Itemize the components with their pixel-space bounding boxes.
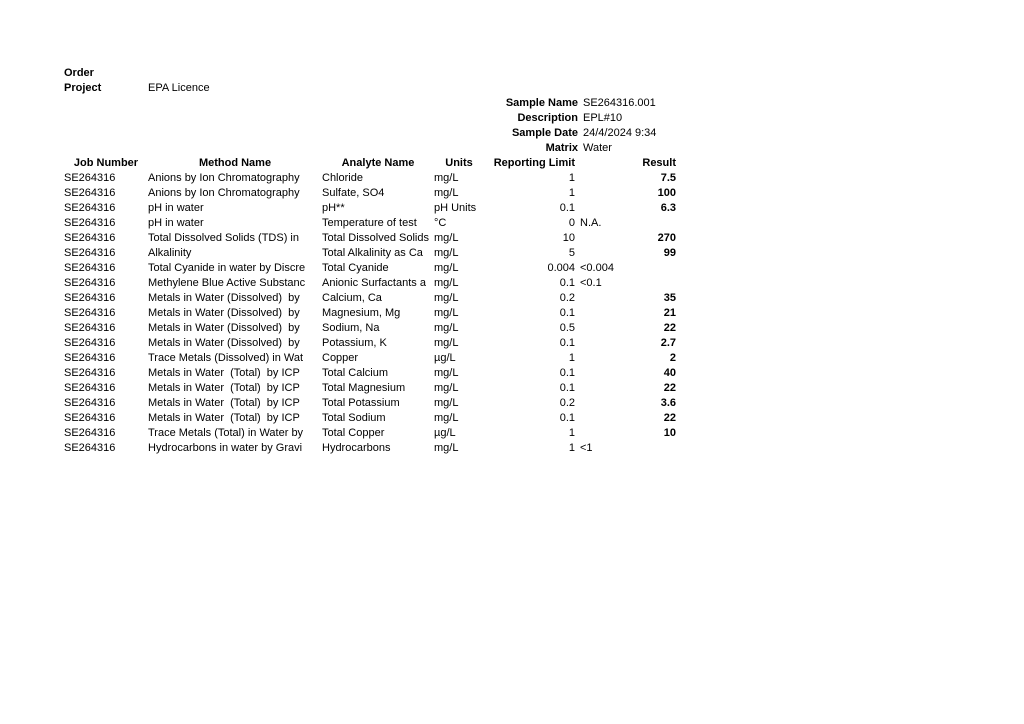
cell-units: mg/L <box>434 382 459 394</box>
table-row <box>64 186 676 201</box>
table-row <box>64 351 676 366</box>
cell-job: SE264316 <box>64 352 116 364</box>
table-row <box>64 201 676 216</box>
table-row <box>64 216 676 231</box>
order-row <box>64 66 210 81</box>
cell-job: SE264316 <box>64 262 116 274</box>
cell-result: 100 <box>657 187 676 199</box>
cell-limit: 1 <box>568 352 575 364</box>
cell-job: SE264316 <box>64 172 116 184</box>
cell-result: 7.5 <box>660 172 676 184</box>
cell-result: 2.7 <box>660 337 676 349</box>
cell-job: SE264316 <box>64 322 116 334</box>
cell-units: mg/L <box>434 172 459 184</box>
cell-analyte: Total Alkalinity as Ca <box>322 247 423 259</box>
order-project-block <box>64 66 210 96</box>
cell-limit: 0.1 <box>559 202 575 214</box>
header-analyte-name: Analyte Name <box>341 157 415 169</box>
cell-job: SE264316 <box>64 217 116 229</box>
cell-result: 21 <box>663 307 676 319</box>
cell-analyte: Total Dissolved Solids <box>322 232 429 244</box>
cell-result: N.A. <box>580 217 602 229</box>
table-row <box>64 291 676 306</box>
table-row <box>64 366 676 381</box>
cell-analyte: Calcium, Ca <box>322 292 382 304</box>
cell-units: pH Units <box>434 202 477 214</box>
sample-name-row <box>364 96 656 111</box>
cell-analyte: pH** <box>322 202 345 214</box>
table-row <box>64 441 676 456</box>
table-row <box>64 261 676 276</box>
cell-units: µg/L <box>434 352 456 364</box>
cell-analyte: Magnesium, Mg <box>322 307 401 319</box>
cell-limit: 0.1 <box>559 277 575 289</box>
cell-result: <0.1 <box>580 277 602 289</box>
matrix-row <box>364 141 656 156</box>
project-label: Project <box>64 82 102 94</box>
cell-method: Metals in Water (Dissolved) by <box>148 307 300 319</box>
table-row <box>64 411 676 426</box>
sample-name-label: Sample Name <box>505 97 578 109</box>
table-row <box>64 276 676 291</box>
cell-limit: 5 <box>568 247 575 259</box>
cell-job: SE264316 <box>64 307 116 319</box>
cell-result: 35 <box>663 292 676 304</box>
cell-units: mg/L <box>434 187 459 199</box>
cell-job: SE264316 <box>64 337 116 349</box>
cell-result: 22 <box>663 382 676 394</box>
cell-analyte: Temperature of test <box>322 217 417 229</box>
cell-limit: 1 <box>568 172 575 184</box>
cell-units: mg/L <box>434 367 459 379</box>
matrix-value: Water <box>583 142 612 154</box>
header-method-name: Method Name <box>198 157 272 169</box>
cell-limit: 1 <box>568 427 575 439</box>
cell-job: SE264316 <box>64 397 116 409</box>
table-row <box>64 336 676 351</box>
cell-method: Total Dissolved Solids (TDS) in <box>148 232 299 244</box>
cell-method: Metals in Water (Total) by ICP <box>148 412 300 424</box>
cell-result: 2 <box>669 352 676 364</box>
cell-result: 270 <box>657 232 676 244</box>
cell-limit: 10 <box>562 232 575 244</box>
cell-limit: 0.1 <box>559 337 575 349</box>
cell-method: Metals in Water (Total) by ICP <box>148 367 300 379</box>
header-units: Units <box>445 157 473 169</box>
cell-job: SE264316 <box>64 382 116 394</box>
header-reporting-limit: Reporting Limit <box>493 157 575 169</box>
order-label: Order <box>64 67 94 79</box>
sample-date-value: 24/4/2024 9:34 <box>583 127 657 139</box>
cell-units: mg/L <box>434 262 459 274</box>
cell-method: Metals in Water (Dissolved) by <box>148 322 300 334</box>
cell-result: 22 <box>663 412 676 424</box>
cell-limit: 0 <box>568 217 575 229</box>
cell-method: pH in water <box>148 217 204 229</box>
cell-limit: 0.5 <box>559 322 575 334</box>
cell-analyte: Sodium, Na <box>322 322 380 334</box>
cell-limit: 1 <box>568 442 575 454</box>
cell-units: mg/L <box>434 232 459 244</box>
project-row <box>64 81 210 96</box>
cell-units: mg/L <box>434 247 459 259</box>
cell-method: Trace Metals (Dissolved) in Wat <box>148 352 304 364</box>
table-row <box>64 231 676 246</box>
cell-job: SE264316 <box>64 427 116 439</box>
header-result: Result <box>642 157 676 169</box>
cell-job: SE264316 <box>64 247 116 259</box>
cell-result: 6.3 <box>660 202 676 214</box>
cell-job: SE264316 <box>64 367 116 379</box>
cell-units: mg/L <box>434 322 459 334</box>
cell-analyte: Potassium, K <box>322 337 387 349</box>
cell-analyte: Hydrocarbons <box>322 442 391 454</box>
cell-job: SE264316 <box>64 412 116 424</box>
cell-job: SE264316 <box>64 187 116 199</box>
cell-limit: 0.2 <box>559 292 575 304</box>
cell-result: 40 <box>663 367 676 379</box>
table-row <box>64 321 676 336</box>
cell-method: Trace Metals (Total) in Water by <box>148 427 304 439</box>
cell-method: Hydrocarbons in water by Gravi <box>148 442 303 454</box>
table-header-row <box>64 156 676 171</box>
cell-method: Metals in Water (Total) by ICP <box>148 397 300 409</box>
cell-method: Metals in Water (Total) by ICP <box>148 382 300 394</box>
cell-units: µg/L <box>434 427 456 439</box>
cell-units: mg/L <box>434 412 459 424</box>
cell-analyte: Anionic Surfactants a <box>322 277 426 289</box>
description-value: EPL#10 <box>583 112 623 124</box>
cell-limit: 0.004 <box>547 262 575 274</box>
sample-date-row <box>364 126 656 141</box>
cell-job: SE264316 <box>64 232 116 244</box>
cell-result: <0.004 <box>580 262 614 274</box>
cell-limit: 0.1 <box>559 382 575 394</box>
header-job-number: Job Number <box>73 157 139 169</box>
cell-units: °C <box>434 217 447 229</box>
cell-method: pH in water <box>148 202 204 214</box>
cell-limit: 1 <box>568 187 575 199</box>
cell-analyte: Total Calcium <box>322 367 389 379</box>
table-row <box>64 396 676 411</box>
table-row <box>64 306 676 321</box>
table-row <box>64 171 676 186</box>
cell-analyte: Chloride <box>322 172 363 184</box>
cell-job: SE264316 <box>64 292 116 304</box>
matrix-label: Matrix <box>545 142 578 154</box>
sample-info-block <box>364 96 656 156</box>
cell-job: SE264316 <box>64 277 116 289</box>
description-label: Description <box>517 112 578 124</box>
cell-result: 10 <box>663 427 676 439</box>
cell-limit: 0.1 <box>559 307 575 319</box>
cell-method: Anions by Ion Chromatography <box>148 187 300 199</box>
cell-analyte: Total Cyanide <box>322 262 389 274</box>
cell-method: Alkalinity <box>148 247 192 259</box>
cell-units: mg/L <box>434 397 459 409</box>
table-row <box>64 246 676 261</box>
results-table <box>64 156 676 456</box>
cell-analyte: Sulfate, SO4 <box>322 187 385 199</box>
cell-limit: 0.1 <box>559 412 575 424</box>
table-row <box>64 381 676 396</box>
sample-date-label: Sample Date <box>511 127 578 139</box>
cell-analyte: Copper <box>322 352 359 364</box>
description-row <box>364 111 656 126</box>
cell-result: <1 <box>580 442 593 454</box>
cell-job: SE264316 <box>64 442 116 454</box>
cell-analyte: Total Copper <box>322 427 385 439</box>
cell-method: Methylene Blue Active Substanc <box>148 277 306 289</box>
cell-method: Total Cyanide in water by Discre <box>148 262 306 274</box>
cell-units: mg/L <box>434 292 459 304</box>
table-row <box>64 426 676 441</box>
results-table-rows <box>64 171 676 456</box>
cell-job: SE264316 <box>64 202 116 214</box>
cell-limit: 0.2 <box>559 397 575 409</box>
project-value: EPA Licence <box>148 82 210 94</box>
cell-units: mg/L <box>434 277 459 289</box>
cell-analyte: Total Potassium <box>322 397 400 409</box>
cell-units: mg/L <box>434 337 459 349</box>
cell-units: mg/L <box>434 442 459 454</box>
cell-method: Anions by Ion Chromatography <box>148 172 300 184</box>
sample-name-value: SE264316.001 <box>583 97 656 109</box>
cell-units: mg/L <box>434 307 459 319</box>
cell-analyte: Total Magnesium <box>322 382 406 394</box>
cell-limit: 0.1 <box>559 367 575 379</box>
cell-analyte: Total Sodium <box>322 412 386 424</box>
cell-result: 99 <box>663 247 676 259</box>
cell-result: 22 <box>663 322 676 334</box>
cell-method: Metals in Water (Dissolved) by <box>148 337 300 349</box>
cell-result: 3.6 <box>660 397 676 409</box>
cell-method: Metals in Water (Dissolved) by <box>148 292 300 304</box>
